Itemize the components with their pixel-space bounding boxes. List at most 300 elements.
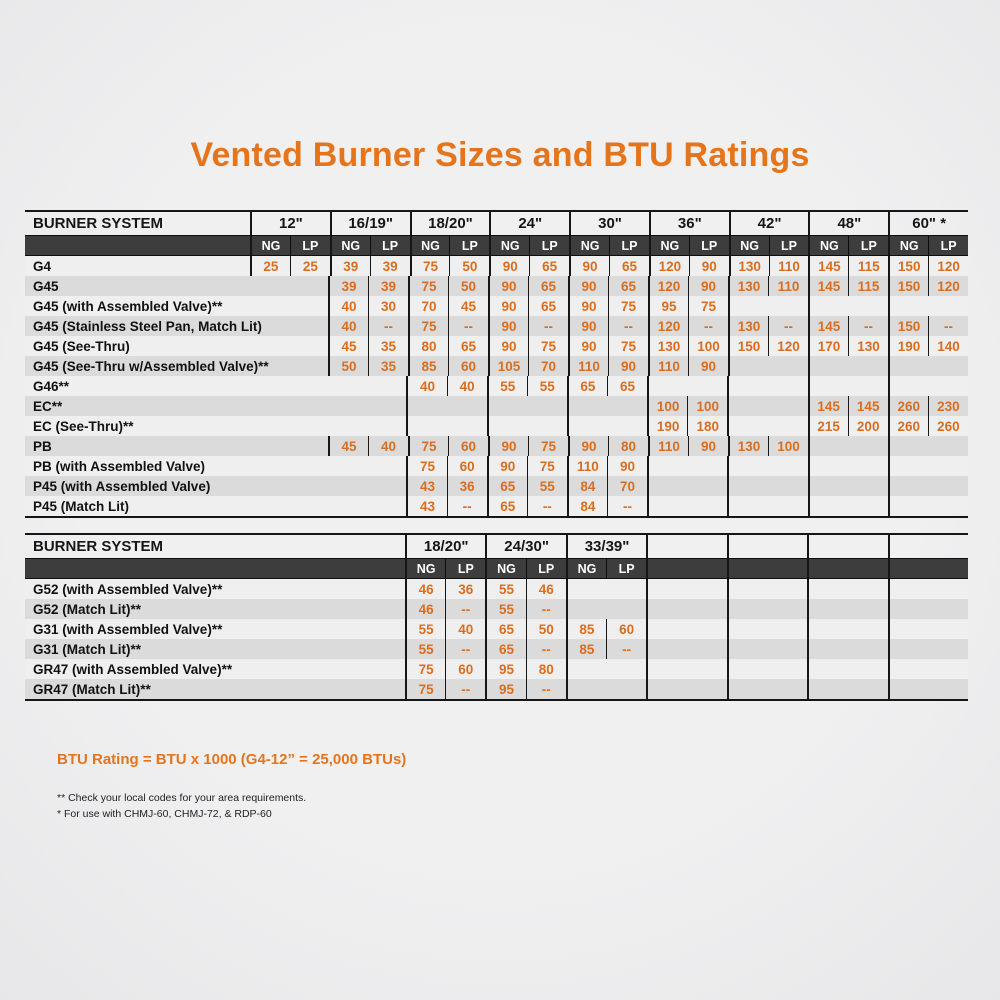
btu-lp-value: [929, 579, 968, 599]
value-group: [648, 316, 728, 336]
value-group: [648, 276, 728, 296]
btu-lp-value: 50: [462, 258, 478, 274]
btu-ng-value: 150: [730, 336, 769, 356]
table-row: [25, 296, 968, 316]
value-group: [406, 396, 486, 416]
value-group: [728, 316, 808, 336]
btu-ng-value: 130: [730, 316, 769, 336]
btu-lp-value: 65: [620, 378, 636, 394]
btu-ng-value: [729, 476, 768, 496]
btu-ng-value: [729, 659, 768, 679]
value-group: [648, 336, 728, 356]
btu-ng-value: [890, 659, 929, 679]
btu-lp-value: 46: [538, 581, 554, 597]
btu-ng-value: [890, 436, 929, 456]
btu-ng-value: [729, 639, 768, 659]
size-column-header: 24": [489, 212, 569, 235]
value-group: [888, 639, 968, 659]
btu-lp-value: [688, 376, 727, 396]
table-row: [25, 436, 968, 456]
value-group: [408, 356, 488, 376]
value-group: [328, 416, 406, 436]
value-group: [485, 619, 565, 639]
btu-lp-value: [768, 476, 807, 496]
btu-lp-value: --: [541, 641, 551, 657]
value-group: [807, 679, 887, 699]
value-group: [568, 356, 648, 376]
btu-lp-value: 110: [778, 258, 800, 274]
btu-ng-value: [568, 599, 607, 619]
value-group: [485, 599, 565, 619]
value-group: [646, 599, 726, 619]
btu-lp-value: 75: [540, 438, 557, 454]
btu-ng-value: 145: [810, 276, 849, 296]
value-group: [649, 256, 729, 276]
btu-ng-value: 215: [810, 416, 849, 436]
btu-ng-value: [729, 579, 768, 599]
btu-ng-value: [809, 679, 848, 699]
size-column-header: 48": [808, 212, 888, 235]
btu-ng-value: 130: [731, 256, 770, 276]
btu-ng-value: [489, 396, 528, 416]
btu-lp-value: 100: [777, 438, 800, 454]
value-group: [566, 639, 646, 659]
btu-lp-value: [849, 436, 888, 456]
btu-lp-value: 80: [538, 661, 554, 677]
gas-header-group: [888, 236, 968, 255]
value-group: [328, 476, 406, 496]
value-group: [250, 476, 328, 496]
value-group: [488, 336, 568, 356]
value-group: [328, 336, 408, 356]
value-group: [487, 456, 567, 476]
value-group: [410, 256, 490, 276]
btu-ng-value: 150: [890, 316, 929, 336]
btu-ng-value: 43: [408, 496, 447, 516]
gas-header-lp: LP: [302, 238, 319, 253]
value-group: [250, 296, 328, 316]
btu-ng-value: [890, 376, 929, 396]
btu-lp-value: [289, 296, 328, 316]
value-group: [405, 639, 485, 659]
value-group: [328, 456, 406, 476]
value-group: [728, 276, 808, 296]
gas-header-lp: [687, 559, 726, 578]
btu-lp-value: [607, 599, 646, 619]
btu-lp-value: [929, 639, 968, 659]
value-group: [727, 396, 807, 416]
value-group: [328, 296, 408, 316]
btu-lp-value: --: [461, 681, 471, 697]
value-group: [808, 276, 888, 296]
btu-lp-value: 90: [700, 278, 717, 294]
btu-lp-value: [608, 416, 647, 436]
gas-header-lp: LP: [461, 238, 478, 253]
btu-ng-value: [890, 496, 929, 516]
value-group: [647, 376, 727, 396]
btu-lp-value: --: [623, 498, 633, 514]
value-group: [808, 476, 888, 496]
value-group: [408, 276, 488, 296]
gas-header-group: [808, 236, 888, 255]
value-group: [888, 659, 968, 679]
burner-system-name: P45 (with Assembled Valve): [33, 478, 211, 494]
btu-lp-value: 115: [857, 278, 880, 294]
burner-system-header: BURNER SYSTEM: [33, 538, 164, 555]
btu-ng-value: [809, 599, 848, 619]
btu-lp-value: 30: [380, 298, 397, 314]
page-title: Vented Burner Sizes and BTU Ratings: [190, 136, 810, 174]
gas-header-lp: LP: [781, 238, 798, 253]
btu-lp-value: [289, 396, 328, 416]
value-group: [647, 496, 727, 516]
btu-lp-value: [768, 619, 807, 639]
btu-lp-value: [769, 296, 808, 316]
gas-header-ng: [729, 559, 768, 578]
btu-ng-value: [729, 376, 768, 396]
value-group: [729, 256, 809, 276]
value-group: [568, 316, 648, 336]
btu-lp-value: [688, 476, 727, 496]
value-group: [727, 659, 807, 679]
btu-lp-value: [289, 336, 328, 356]
gas-header-spacer: [25, 559, 405, 578]
value-group: [807, 599, 887, 619]
btu-ng-value: [649, 456, 688, 476]
table-row: [25, 256, 968, 276]
btu-ng-value: 55: [487, 599, 526, 619]
btu-lp-value: 115: [857, 258, 880, 274]
btu-ng-value: 75: [412, 256, 451, 276]
value-group: [328, 396, 406, 416]
btu-ng-value: [328, 456, 367, 476]
btu-lp-value: 50: [538, 621, 554, 637]
value-group: [485, 659, 565, 679]
value-group: [727, 496, 807, 516]
btu-ng-value: [568, 679, 607, 699]
btu-ng-value: 55: [407, 639, 446, 659]
btu-ng-value: [890, 296, 929, 316]
btu-ng-value: 110: [650, 356, 689, 376]
btu-ng-value: [890, 476, 929, 496]
btu-lp-value: [768, 456, 807, 476]
value-group: [567, 496, 647, 516]
btu-lp-value: [289, 476, 328, 496]
gas-header-ng: [890, 559, 929, 578]
value-group: [727, 476, 807, 496]
gas-header-group: [646, 559, 726, 578]
gas-header-group: [485, 559, 565, 578]
value-group: [485, 639, 565, 659]
size-column-header: 16/19": [330, 212, 410, 235]
btu-lp-value: --: [622, 641, 632, 657]
value-group: [487, 396, 567, 416]
value-group: [567, 396, 647, 416]
btu-ng-value: 150: [890, 276, 929, 296]
burner-system-name: PB: [33, 438, 52, 454]
btu-ng-value: 65: [489, 476, 528, 496]
value-group: [888, 496, 968, 516]
table-header-row: [25, 210, 968, 235]
btu-ng-value: 110: [570, 356, 609, 376]
value-group: [328, 356, 408, 376]
btu-lp-value: [687, 679, 726, 699]
gas-header-group: [649, 236, 729, 255]
btu-lp-value: [289, 376, 328, 396]
btu-ng-value: [890, 356, 929, 376]
btu-lp-value: 70: [620, 478, 636, 494]
table-row: [25, 619, 968, 639]
btu-lp-value: [848, 659, 887, 679]
btu-lp-value: 39: [382, 258, 398, 274]
value-group: [485, 579, 565, 599]
btu-lp-value: [768, 579, 807, 599]
btu-ng-value: 110: [569, 456, 608, 476]
btu-lp-value: 120: [937, 278, 960, 294]
btu-ng-value: [569, 416, 608, 436]
value-group: [567, 416, 647, 436]
value-group: [485, 679, 565, 699]
value-group: [487, 376, 567, 396]
btu-lp-value: 40: [380, 438, 397, 454]
btu-ng-value: [729, 679, 768, 699]
btu-ng-value: [250, 276, 289, 296]
size-column-header: 18/20": [410, 212, 490, 235]
value-group: [888, 416, 968, 436]
btu-ng-value: [890, 599, 929, 619]
btu-ng-value: [809, 579, 848, 599]
btu-ng-value: [810, 356, 849, 376]
table-row: [25, 356, 968, 376]
btu-lp-value: 90: [620, 458, 636, 474]
value-group: [648, 436, 728, 456]
btu-ng-value: 46: [407, 579, 446, 599]
btu-ng-value: [648, 659, 687, 679]
value-group: [408, 296, 488, 316]
btu-lp-value: 35: [380, 338, 397, 354]
btu-lp-value: 55: [539, 478, 555, 494]
btu-lp-value: 65: [540, 298, 557, 314]
btu-ng-value: 55: [407, 619, 446, 639]
gas-header-lp: LP: [940, 238, 957, 253]
value-group: [569, 256, 649, 276]
btu-ng-value: [568, 579, 607, 599]
btu-lp-value: [848, 679, 887, 699]
gas-header-lp: [929, 559, 968, 578]
burner-system-name: G31 (Match Lit)**: [33, 641, 142, 657]
value-group: [566, 659, 646, 679]
value-group: [250, 316, 328, 336]
btu-lp-value: [849, 376, 888, 396]
value-group: [888, 476, 968, 496]
btu-ng-value: [489, 416, 528, 436]
btu-lp-value: [929, 659, 968, 679]
value-group: [888, 316, 968, 336]
gas-header-group: [569, 236, 649, 255]
btu-lp-value: 60: [619, 621, 635, 637]
btu-lp-value: [687, 599, 726, 619]
gas-header-ng: NG: [810, 236, 849, 255]
value-group: [488, 276, 568, 296]
btu-ng-value: 120: [651, 256, 690, 276]
btu-ng-value: 95: [650, 296, 689, 316]
value-group: [566, 619, 646, 639]
gas-header-spacer: [25, 236, 250, 255]
btu-lp-value: [929, 376, 968, 396]
btu-lp-value: 65: [540, 278, 557, 294]
btu-ng-value: [649, 376, 688, 396]
value-group: [328, 496, 406, 516]
btu-ng-value: [250, 296, 289, 316]
value-group: [728, 336, 808, 356]
btu-ng-value: 75: [408, 456, 447, 476]
burner-system-name: G52 (Match Lit)**: [33, 601, 142, 617]
btu-lp-value: [289, 496, 328, 516]
table-header-row: [25, 533, 968, 558]
value-group: [405, 659, 485, 679]
gas-header-lp: [768, 559, 807, 578]
value-group: [888, 396, 968, 416]
btu-ng-value: [890, 639, 929, 659]
value-group: [808, 416, 888, 436]
gas-header-group: [888, 559, 968, 578]
btu-lp-value: 60: [458, 661, 474, 677]
btu-ng-value: [729, 599, 768, 619]
gas-type-header-row: [25, 235, 968, 256]
value-group: [728, 296, 808, 316]
btu-lp-value: [687, 639, 726, 659]
btu-lp-value: 75: [700, 298, 717, 314]
value-group: [888, 336, 968, 356]
btu-ng-value: 39: [332, 256, 371, 276]
btu-lp-value: 140: [937, 338, 960, 354]
value-group: [646, 579, 726, 599]
btu-ng-value: 90: [490, 316, 529, 336]
btu-ng-value: [810, 476, 849, 496]
btu-lp-value: [687, 619, 726, 639]
size-column-header: 60" *: [888, 212, 968, 235]
btu-lp-value: [929, 476, 968, 496]
btu-lp-value: --: [464, 318, 473, 334]
gas-header-lp: LP: [538, 561, 555, 576]
value-group: [727, 579, 807, 599]
value-group: [888, 456, 968, 476]
btu-lp-value: 260: [937, 418, 960, 434]
btu-lp-value: [929, 356, 968, 376]
table-row: [25, 496, 968, 518]
btu-ng-value: [890, 456, 929, 476]
table-row: [25, 476, 968, 496]
value-group: [405, 579, 485, 599]
btu-ng-value: [730, 296, 769, 316]
btu-lp-value: 60: [459, 458, 475, 474]
btu-ng-value: 90: [489, 456, 528, 476]
btu-ng-value: [250, 416, 289, 436]
btu-ng-value: 90: [490, 276, 529, 296]
gas-header-group: [330, 236, 410, 255]
value-group: [808, 376, 888, 396]
btu-ng-value: [810, 296, 849, 316]
btu-ng-value: [328, 376, 367, 396]
burner-system-name: G45 (Stainless Steel Pan, Match Lit): [33, 318, 262, 334]
burner-system-name: G45: [33, 278, 59, 294]
value-group: [646, 659, 726, 679]
gas-header-ng: NG: [252, 236, 291, 255]
btu-lp-value: 36: [458, 581, 474, 597]
btu-lp-value: [528, 416, 567, 436]
btu-ng-value: [809, 659, 848, 679]
btu-lp-value: [848, 619, 887, 639]
value-group: [727, 619, 807, 639]
value-group: [888, 296, 968, 316]
size-column-header: 30": [569, 212, 649, 235]
btu-lp-value: [929, 619, 968, 639]
btu-ng-value: 100: [649, 396, 688, 416]
btu-lp-value: --: [384, 318, 393, 334]
value-group: [568, 296, 648, 316]
btu-ng-value: 40: [330, 316, 369, 336]
btu-lp-value: 55: [539, 378, 555, 394]
gas-header-group: [807, 559, 887, 578]
btu-lp-value: [448, 416, 487, 436]
btu-lp-value: [289, 416, 328, 436]
table-row: [25, 579, 968, 599]
value-group: [566, 579, 646, 599]
value-group: [250, 376, 328, 396]
btu-lp-value: [367, 376, 406, 396]
btu-ng-value: [890, 679, 929, 699]
value-group: [888, 679, 968, 699]
gas-header-lp: [848, 559, 887, 578]
table-row: [25, 396, 968, 416]
value-group: [567, 376, 647, 396]
value-group: [330, 256, 410, 276]
value-group: [727, 599, 807, 619]
table-row: [25, 599, 968, 619]
btu-lp-value: [289, 316, 328, 336]
btu-lp-value: 75: [620, 298, 637, 314]
btu-ng-value: 90: [570, 336, 609, 356]
btu-ng-value: 145: [810, 316, 849, 336]
btu-ng-value: 46: [407, 599, 446, 619]
btu-lp-value: --: [784, 318, 793, 334]
btu-lp-value: [768, 496, 807, 516]
value-group: [646, 619, 726, 639]
value-group: [888, 376, 968, 396]
btu-lp-value: 75: [539, 458, 555, 474]
gas-header-lp: LP: [541, 238, 558, 253]
btu-lp-value: 90: [700, 438, 717, 454]
value-group: [728, 356, 808, 376]
btu-lp-value: 120: [937, 258, 960, 274]
value-group: [568, 276, 648, 296]
btu-lp-value: --: [944, 318, 953, 334]
value-group: [488, 316, 568, 336]
value-group: [808, 336, 888, 356]
value-group: [808, 256, 888, 276]
burner-system-name: EC (See-Thru)**: [33, 418, 134, 434]
btu-lp-value: --: [462, 498, 472, 514]
btu-ng-value: [809, 619, 848, 639]
btu-lp-value: 40: [458, 621, 474, 637]
btu-ng-value: [648, 679, 687, 699]
btu-lp-value: 36: [459, 478, 475, 494]
btu-ng-value: 75: [410, 316, 449, 336]
btu-ng-value: [810, 376, 849, 396]
gas-header-group: [489, 236, 569, 255]
btu-lp-value: [929, 496, 968, 516]
gas-header-group: [729, 236, 809, 255]
